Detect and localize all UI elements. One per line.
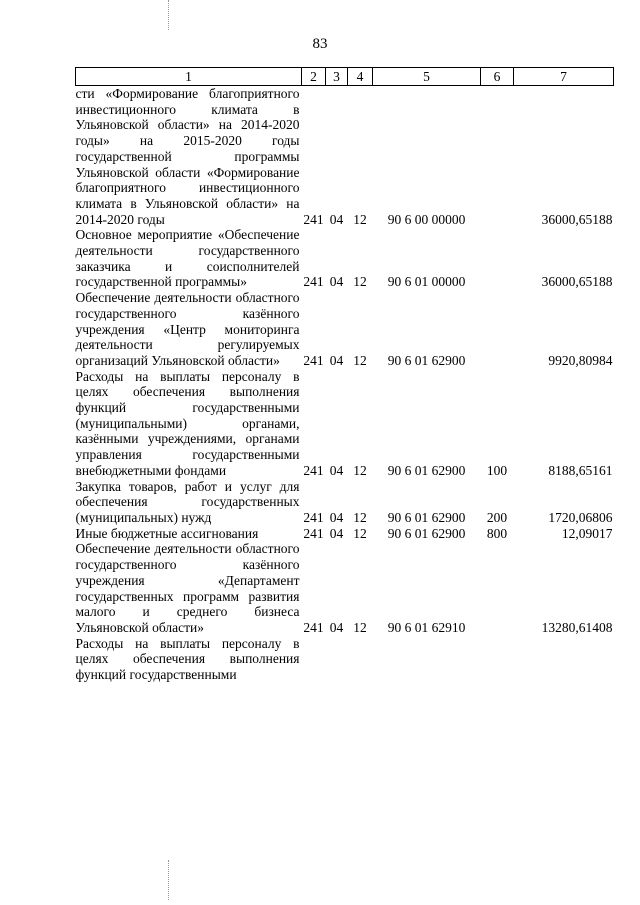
section-code: 04 [329, 274, 344, 290]
table-row [76, 541, 614, 635]
subsection-code: 12 [353, 352, 367, 368]
item-name: Основное мероприятие «Обеспечение деятельности государственного заказчика и соисполнителей государственной программы» [75, 227, 300, 290]
amount: 36000,65188 [541, 274, 613, 290]
expense-type-code [481, 636, 514, 683]
subsection-code: 12 [353, 211, 367, 227]
column-header: 3 [326, 68, 348, 86]
budget-table [75, 67, 614, 683]
expense-type-code: 100 [486, 462, 508, 478]
item-name: Обеспечение деятельности областного государственного казённого учреждения «Центр мониторинга деятельности регулируемых организаций Ульяновской области» [75, 290, 300, 368]
page-number: 83 [312, 36, 328, 52]
subsection-code: 12 [353, 525, 367, 541]
target-article-code: 90 6 00 00000 [387, 211, 466, 227]
admin-code: 241 [303, 211, 324, 227]
column-header: 5 [373, 68, 481, 86]
expense-type-code [481, 290, 514, 369]
section-code [326, 636, 348, 683]
admin-code: 241 [303, 274, 324, 290]
amount: 8188,65161 [548, 462, 613, 478]
column-header: 6 [481, 68, 514, 86]
amount: 13280,61408 [541, 619, 613, 635]
target-article-code: 90 6 01 62900 [387, 509, 466, 525]
subsection-code [348, 636, 373, 683]
amount [514, 636, 614, 683]
amount: 36000,65188 [541, 211, 613, 227]
admin-code: 241 [303, 462, 324, 478]
section-code: 04 [329, 462, 344, 478]
item-name: Обеспечение деятельности областного государственного казённого учреждения «Департамент государственных программ развития малого и среднего бизнеса Ульяновской области» [75, 541, 300, 635]
admin-code: 241 [303, 619, 324, 635]
section-code: 04 [329, 352, 344, 368]
column-header: 1 [76, 68, 302, 86]
admin-code [302, 636, 326, 683]
table-row [76, 227, 614, 290]
target-article-code: 90 6 01 62910 [387, 619, 466, 635]
table-row [76, 290, 614, 369]
expense-type-code [481, 86, 514, 228]
admin-code: 241 [303, 509, 324, 525]
expense-type-code [481, 227, 514, 290]
scan-fold-mark [168, 860, 169, 900]
item-name: Иные бюджетные ассигнования [75, 525, 259, 541]
table-row [76, 479, 614, 526]
table-row [76, 86, 614, 228]
table-row [76, 636, 614, 683]
section-code: 04 [329, 509, 344, 525]
item-name: сти «Формирование благоприятного инвестиционного климата в Ульяновской области» на 2014-2020 годы» на 2015-2020 годы государственной программы Ульяновской области «Формирование благоприятного инвестиционного климата в Ульяновской области» на 2014-2020 годы [75, 86, 300, 227]
column-header: 4 [348, 68, 373, 86]
table-row [76, 369, 614, 479]
subsection-code: 12 [353, 462, 367, 478]
expense-type-code: 800 [486, 525, 508, 541]
target-article-code [373, 636, 481, 683]
column-header: 7 [514, 68, 614, 86]
item-name: Расходы на выплаты персоналу в целях обеспечения выполнения функций государственными (муниципальными) органами, казёнными учреждениями, органами управления государственными внебюджетными фондами [75, 368, 300, 478]
subsection-code: 12 [353, 619, 367, 635]
amount: 1720,06806 [548, 509, 613, 525]
item-name: Закупка товаров, работ и услуг для обеспечения государственных (муниципальных) нужд [75, 478, 300, 525]
table-row [76, 526, 614, 542]
column-header: 2 [302, 68, 326, 86]
section-code: 04 [329, 211, 344, 227]
amount: 9920,80984 [548, 352, 613, 368]
target-article-code: 90 6 01 62900 [387, 462, 466, 478]
section-code: 04 [329, 619, 344, 635]
amount: 12,09017 [561, 525, 613, 541]
section-code: 04 [329, 525, 344, 541]
expense-type-code [481, 541, 514, 635]
item-name: Расходы на выплаты персоналу в целях обеспечения выполнения функций государственными [75, 635, 300, 683]
target-article-code: 90 6 01 00000 [387, 274, 466, 290]
expense-type-code: 200 [486, 509, 508, 525]
subsection-code: 12 [353, 509, 367, 525]
target-article-code: 90 6 01 62900 [387, 525, 466, 541]
target-article-code: 90 6 01 62900 [387, 352, 466, 368]
admin-code: 241 [303, 525, 324, 541]
table-header-row [76, 68, 614, 86]
admin-code: 241 [303, 352, 324, 368]
subsection-code: 12 [353, 274, 367, 290]
scan-fold-mark [168, 0, 169, 30]
